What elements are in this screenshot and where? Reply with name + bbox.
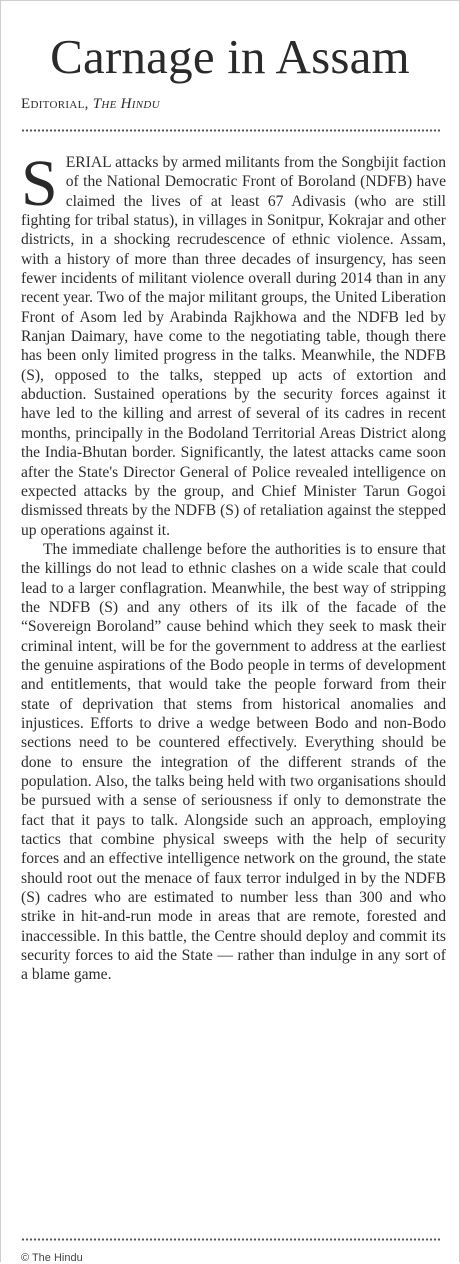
byline-publication: The Hindu	[92, 96, 160, 112]
byline	[21, 95, 459, 113]
drop-cap: S	[21, 147, 58, 220]
copyright-notice: © The Hindu	[21, 1252, 83, 1264]
paragraph-1-text: ERIAL attacks by armed militants from the Songbijit faction of the National Democratic Front of Boroland (NDFB) have claimed the lives of at least 67 Adivasis (who are still fighting for tribal status), in villages in Sonitpur, Kokrajar and other districts, in a shocking recrudescence of ethnic violence. Assam, with a history of more than three decades of insurgency, has seen fewer incidents of militant violence overall during 2014 than in any recent year. Two of the major militant groups, the United Liberation Front of Asom led by Arabinda Rajkhowa and the NDFB led by Ranjan Daimary, have come to the negotiating table, though there has been only limited progress in the talks. Meanwhile, the NDFB (S), opposed to the talks, stepped up acts of extortion and abduction. Sustained operations by the security forces against it have led to the killing and arrest of several of its cadres in recent months, principally in the Bodoland Territorial Areas District along the India-Bhutan border. Significantly, the latest attacks came soon after the State's Director General of Police revealed intelligence on expected attacks by the group, and Chief Minister Tarun Gogoi dismissed threats by the NDFB (S) of retaliation against the stepped up operations against it.	[21, 154, 446, 539]
paragraph-1	[21, 147, 446, 540]
article-title: Carnage in Assam	[50, 29, 410, 84]
byline-section: Editorial,	[21, 96, 89, 112]
dotted-divider-bottom	[21, 1238, 441, 1241]
article-body	[21, 147, 446, 985]
paragraph-2: The immediate challenge before the authorities is to ensure that the killings do not lead to ethnic clashes on a wide scale that could lead to a larger conflagration. Meanwhile, the best way of stripping the NDFB (S) and any others of its ilk of the facade of the “Sovereign Boroland” cause behind which they seek to mask their criminal intent, will be for the government to address at the earliest the genuine aspirations of the Bodo people in terms of development and entitlements, that would take the people forward from their state of deprivation that stems from historical anomalies and injustices. Efforts to drive a wedge between Bodo and non-Bodo sections need to be countered effectively. Everything should be done to ensure the integration of the different strands of the population. Also, the talks being held with two organisations should be pursued with a sense of seriousness if only to demonstrate the fact that it pays to talk. Alongside such an approach, employing tactics that combine physical sweeps with the help of security forces and an effective intelligence network on the ground, the state should root out the menace of faux terror indulged in by the NDFB (S) cadres who are estimated to number less than 300 and who strike in hit-and-run mode in areas that are remote, forested and inaccessible. In this battle, the Centre should deploy and commit its security forces to aid the State — rather than indulge in any sort of a blame game.	[21, 540, 446, 984]
dotted-divider-top	[21, 129, 441, 132]
